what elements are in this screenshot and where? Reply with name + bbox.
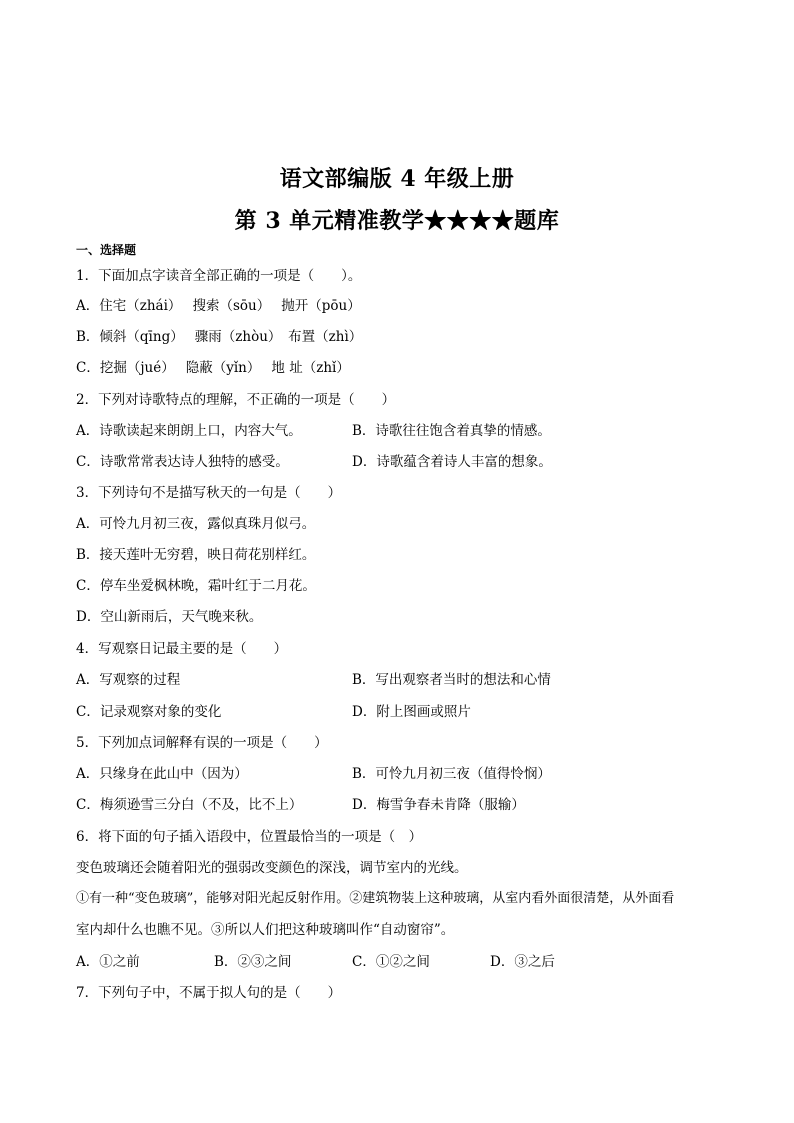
q2-option-b: B．诗歌往往饱含着真挚的情感。 [352, 423, 551, 439]
q1-stem: 1．下面加点字读音全部正确的一项是（ ）。 [76, 268, 362, 284]
q5-option-b: B．可怜九月初三夜（值得怜悯） [352, 766, 551, 782]
q4-option-b: B．写出观察者当时的想法和心情 [352, 672, 551, 688]
doc-subtitle: 第 3 单元精准教学★★★★题库 [234, 208, 560, 234]
q4-option-c: C．记录观察对象的变化 [76, 704, 222, 720]
q1-option-c: C．挖掘（jué） 隐蔽（yǐn） 地 址（zhǐ） [76, 360, 350, 376]
q6-stem: 6．将下面的句子插入语段中，位置最恰当的一项是（ ） [76, 829, 423, 845]
q2-stem: 2．下列对诗歌特点的理解，不正确的一项是（ ） [76, 392, 396, 408]
q7-stem: 7．下列句子中，不属于拟人句的是（ ） [76, 985, 342, 1001]
q6-sentence: 变色玻璃还会随着阳光的强弱改变颜色的深浅，调节室内的光线。 [76, 860, 468, 876]
doc-title: 语文部编版 4 年级上册 [279, 166, 515, 192]
q3-option-a: A．可怜九月初三夜，露似真珠月似弓。 [76, 516, 316, 532]
q2-option-c: C．诗歌常常表达诗人独特的感受。 [76, 454, 289, 470]
q3-option-d: D．空山新雨后，天气晚来秋。 [76, 609, 263, 625]
q6-paragraph-line2: 室内却什么也瞧不见。③所以人们把这种玻璃叫作“自动窗帘”。 [76, 922, 455, 938]
q5-option-a: A．只缘身在此山中（因为） [76, 766, 248, 782]
q5-option-d: D．梅雪争春未肯降（服输） [352, 797, 525, 813]
q1-option-b: B．倾斜（qīng） 骤雨（zhòu） 布置（zhì） [76, 329, 363, 345]
q6-option-c: C．①②之间 [352, 954, 430, 970]
q1-option-a: A．住宅（zhái） 搜索（sōu） 抛开（pōu） [76, 298, 361, 314]
q6-option-b: B．②③之间 [214, 954, 292, 970]
q6-paragraph-line1: ①有一种“变色玻璃”，能够对阳光起反射作用。②建筑物装上这种玻璃，从室内看外面很清楚，从外面看 [76, 891, 675, 906]
q5-stem: 5．下列加点词解释有误的一项是（ ） [76, 735, 328, 751]
q2-option-d: D．诗歌蕴含着诗人丰富的想象。 [352, 454, 552, 470]
q4-option-d: D．附上图画或照片 [352, 704, 471, 720]
q5-option-c: C．梅须逊雪三分白（不及，比不上） [76, 797, 303, 813]
q2-option-a: A．诗歌读起来朗朗上口，内容大气。 [76, 423, 302, 439]
q4-stem: 4．写观察日记最主要的是（ ） [76, 641, 288, 657]
q3-stem: 3．下列诗句不是描写秋天的一句是（ ） [76, 485, 342, 501]
q6-option-d: D．③之后 [490, 954, 555, 970]
section-heading: 一、选择题 [76, 243, 137, 257]
q3-option-c: C．停车坐爱枫林晚，霜叶红于二月花。 [76, 578, 316, 594]
q4-option-a: A．写观察的过程 [76, 672, 181, 688]
q3-option-b: B．接天莲叶无穷碧，映日荷花别样红。 [76, 547, 316, 563]
q6-option-a: A．①之前 [76, 954, 140, 970]
